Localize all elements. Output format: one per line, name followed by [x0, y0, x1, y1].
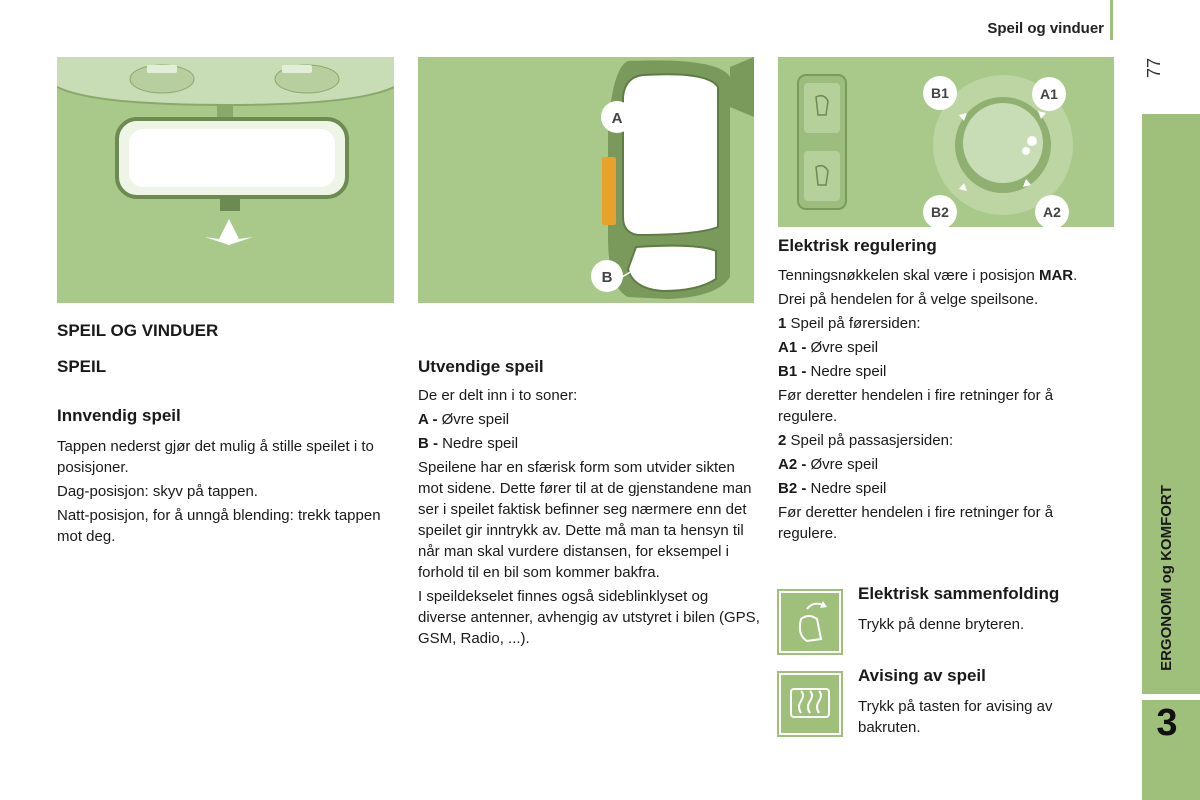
paragraph: Drei på hendelen for å velge speilsone. — [778, 291, 1039, 308]
exterior-mirrors-heading: Utvendige speil — [418, 357, 544, 376]
paragraph: Natt-posisjon, for å unngå blending: trekk tappen mot deg. — [57, 507, 381, 545]
exterior-mirror-figure — [418, 57, 754, 303]
label-b2: B2 — [931, 204, 949, 220]
paragraph: Før deretter hendelen i fire retninger for å regulere. — [778, 387, 1054, 425]
list-item: A1 - Øvre speil — [778, 339, 879, 356]
list-item: B1 - Nedre speil — [778, 363, 887, 380]
column-exterior-mirrors — [418, 356, 760, 652]
chapter-title: ERGONOMI og KOMFORT — [1158, 485, 1175, 671]
paragraph: Trykk på denne bryteren. — [858, 616, 1025, 633]
paragraph: Speilene har en sfærisk form som utvider sikten mot sidene. Dette fører til at de gjenstandene man ser i speilet faktisk befinner seg nærmere enn det speilet gir inntrykk av. Dette må man ta hensyn til når man skal vurdere distansen, for eksempel i forhold til en bil som kommer bakfra. — [418, 459, 752, 581]
zone-b-line: B - Nedre speil — [418, 435, 519, 452]
chapter-number: 3 — [1156, 702, 1178, 744]
paragraph: Før deretter hendelen i fire retninger for å regulere. — [778, 504, 1054, 542]
interior-mirror-figure — [57, 57, 394, 303]
page-number: 77 — [1144, 57, 1164, 79]
mirror-control-figure — [778, 57, 1114, 227]
label-a: A — [611, 110, 623, 127]
list-item: 2 Speil på passasjersiden: — [778, 432, 954, 449]
paragraph: Tappen nederst gjør det mulig å stille speilet i to posisjoner. — [57, 438, 374, 476]
section-title: SPEIL OG VINDUER — [57, 321, 219, 340]
label-a2: A2 — [1043, 204, 1061, 220]
electric-folding-heading: Elektrisk sammenfolding — [858, 584, 1060, 603]
page-header-title: Speil og vinduer — [987, 20, 1104, 37]
paragraph: Dag-posisjon: skyv på tappen. — [57, 483, 258, 500]
column-electric-adjustment — [778, 235, 1116, 547]
list-item: B2 - Nedre speil — [778, 480, 887, 497]
label-b1: B1 — [931, 85, 949, 101]
list-item: A2 - Øvre speil — [778, 456, 879, 473]
subsection-title: SPEIL — [57, 357, 107, 376]
defrost-block — [858, 665, 1118, 738]
zone-a-line: A - Øvre speil — [418, 411, 510, 428]
interior-mirror-heading: Innvendig speil — [57, 406, 181, 425]
column-interior-mirror — [57, 320, 397, 550]
paragraph: De er delt inn i to soner: — [418, 387, 578, 404]
label-a1: A1 — [1040, 86, 1058, 102]
electric-adjustment-heading: Elektrisk regulering — [778, 236, 937, 255]
paragraph: I speildekselet finnes også sideblinklyset og diverse antenner, avhengig av utstyret i bilen (GPS, GSM, Radio, ...). — [418, 588, 760, 647]
electric-folding-block — [858, 583, 1118, 635]
paragraph: Tenningsnøkkelen skal være i posisjon MAR. — [778, 267, 1078, 284]
label-b: B — [601, 269, 613, 286]
mirror-fold-icon — [777, 589, 843, 655]
header-rule — [1110, 0, 1113, 40]
paragraph: Trykk på tasten for avising av bakruten. — [858, 698, 1053, 736]
defrost-icon — [777, 671, 843, 737]
defrost-heading: Avising av speil — [858, 666, 986, 685]
list-item: 1 Speil på førersiden: — [778, 315, 921, 332]
